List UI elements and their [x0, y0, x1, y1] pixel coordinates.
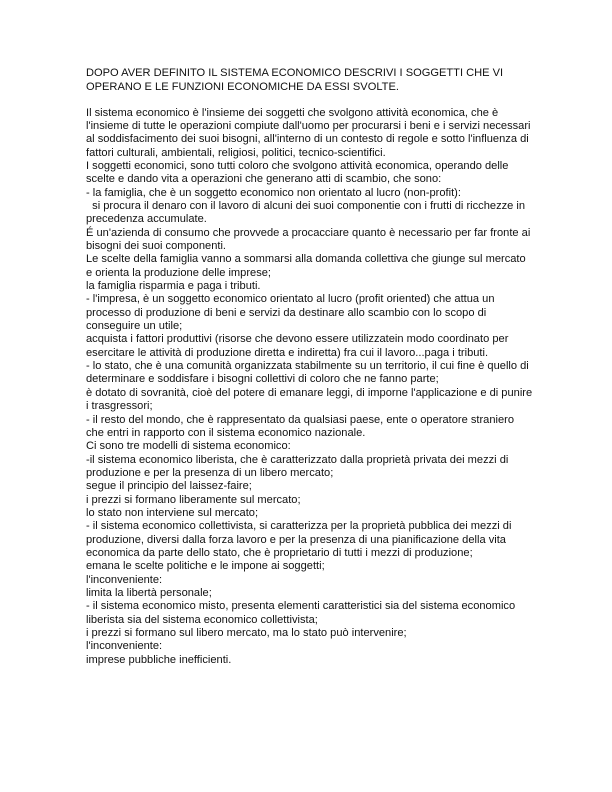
body-line: produzione, diversi dalla forza lavoro e per la presenza di una pianificazione della vita: [86, 533, 506, 546]
body-line: imprese pubbliche inefficienti.: [86, 653, 232, 666]
body-line: i prezzi si formano liberamente sul mercato;: [86, 493, 301, 506]
document-body: [86, 107, 586, 667]
body-line: economica da parte dello stato, che è proprietario di tutti i mezzi di produzione;: [86, 546, 473, 559]
body-line: scelte e dando vita a operazioni che generano atti di scambio, che sono:: [86, 173, 442, 186]
body-line: -il sistema economico liberista, che è caratterizzato dalla proprietà privata dei mezzi di: [86, 453, 509, 466]
body-line: emana le scelte politiche e le impone ai soggetti;: [86, 560, 325, 573]
body-line: liberista sia del sistema economico collettivista;: [86, 613, 318, 626]
body-line: l'insieme di tutte le operazioni compiute dall'uomo per procurarsi i beni e i servizi necessari: [86, 119, 531, 132]
body-line: conseguire un utile;: [86, 320, 183, 333]
body-line: - il sistema economico misto, presenta elementi caratteristici sia del sistema economico: [86, 600, 516, 613]
body-line: produzione e per la presenza di un libero mercato;: [86, 466, 334, 479]
body-line: limita la libertà personale;: [86, 586, 212, 599]
body-line: - la famiglia, che è un soggetto economico non orientato al lucro (non-profit):: [86, 186, 461, 199]
document-page: [86, 66, 586, 667]
title-line: OPERANO E LE FUNZIONI ECONOMICHE DA ESSI SVOLTE.: [86, 81, 399, 94]
body-line: precedenza accumulate.: [86, 213, 207, 226]
body-line: l'inconveniente:: [86, 573, 163, 586]
body-line: - il sistema economico collettivista, si caratterizza per la proprietà pubblica dei mezzi di: [86, 520, 512, 533]
body-line: è dotato di sovranità, cioè del potere di emanare leggi, di imporne l'applicazione e di punire: [86, 386, 533, 399]
body-line: determinare e soddisfare i bisogni collettivi di coloro che ne fanno parte;: [86, 373, 439, 386]
body-line: - lo stato, che è una comunità organizzata stabilmente su un territorio, il cui fine è quello di: [86, 360, 529, 373]
title-line: DOPO AVER DEFINITO IL SISTEMA ECONOMICO DESCRIVI I SOGGETTI CHE VI: [86, 67, 504, 79]
body-line: bisogni dei suoi componenti.: [86, 240, 226, 253]
body-line: al soddisfacimento dei suoi bisogni, all'interno di un contesto di regole e sotto l'influenza di: [86, 133, 529, 146]
body-line: segue il principio del laissez-faire;: [86, 480, 252, 493]
body-line: I soggetti economici, sono tutti coloro che svolgono attività economica, operando delle: [86, 159, 509, 172]
body-line: esercitare le attività di produzione diretta e indiretta) fra cui il lavoro...paga i tributi.: [86, 346, 489, 359]
body-line: Il sistema economico è l'insieme dei soggetti che svolgono attività economica, che è: [86, 106, 499, 119]
body-line: che entri in rapporto con il sistema economico nazionale.: [86, 426, 366, 439]
body-line: la famiglia risparmia e paga i tributi.: [86, 280, 261, 293]
body-line: Ci sono tre modelli di sistema economico:: [86, 440, 291, 453]
body-line: Le scelte della famiglia vanno a sommarsi alla domanda collettiva che giunge sul mercato: [86, 253, 526, 266]
body-line: - l'impresa, è un soggetto economico orientato al lucro (profit oriented) che attua un: [86, 293, 495, 306]
document-title: [86, 66, 586, 95]
body-line: i trasgressori;: [86, 400, 153, 413]
body-line: fattori culturali, ambientali, religiosi, politici, tecnico-scientifici.: [86, 146, 386, 159]
body-line: processo di produzione di beni e servizi da destinare allo scambio con lo scopo di: [86, 306, 487, 319]
body-line: É un'azienda di consumo che provvede a procacciare quanto è necessario per far fronte ai: [86, 226, 531, 239]
body-line: l'inconveniente:: [86, 640, 163, 653]
body-line: - il resto del mondo, che è rappresentato da qualsiasi paese, ente o operatore straniero: [86, 413, 514, 426]
body-line: i prezzi si formano sul libero mercato, ma lo stato può intervenire;: [86, 627, 407, 639]
body-line: e orienta la produzione delle imprese;: [86, 266, 272, 279]
body-line: si procura il denaro con il lavoro di alcuni dei suoi componentie con i frutti di ricchezze in: [86, 200, 526, 212]
body-line: lo stato non interviene sul mercato;: [86, 506, 259, 519]
body-line: acquista i fattori produttivi (risorse che devono essere utilizzatein modo coordinato per: [86, 333, 509, 346]
